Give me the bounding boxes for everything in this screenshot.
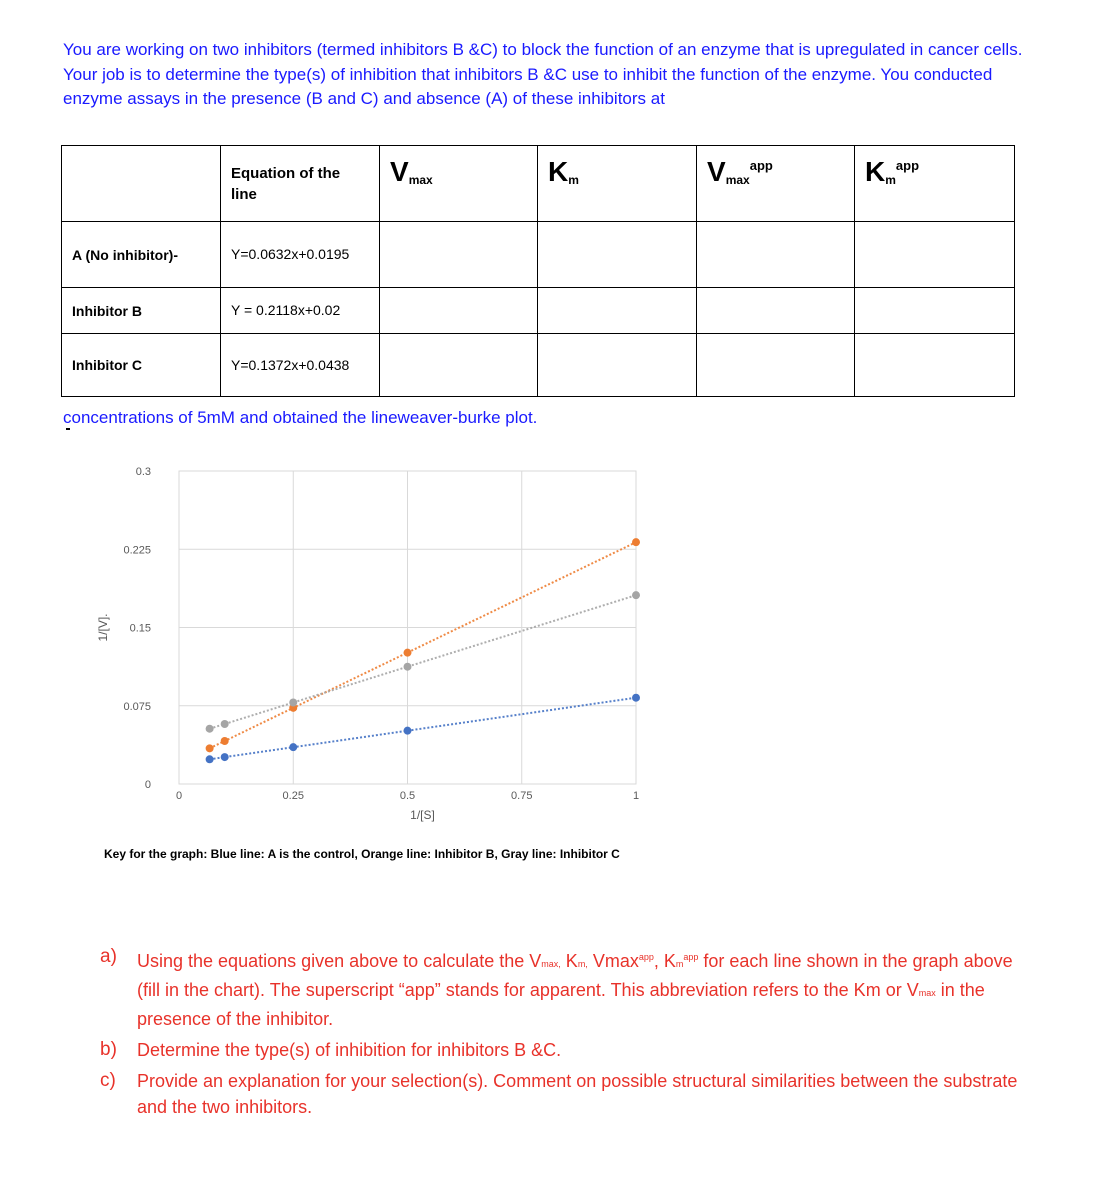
table-header-row (62, 146, 1015, 222)
data-point (221, 753, 229, 761)
question-letter: c) (100, 1070, 116, 1091)
vmax-cell[interactable] (380, 288, 538, 334)
series-line (210, 698, 636, 760)
header-equation: Equation of the line (221, 146, 380, 222)
vmax-cell[interactable] (380, 334, 538, 397)
km-app-cell[interactable] (855, 222, 1015, 288)
data-point (221, 737, 229, 745)
data-point (632, 694, 640, 702)
data-point (206, 725, 214, 733)
y-axis-label: 1/[V]. (96, 613, 110, 642)
row-equation: Y = 0.2118x+0.02 (221, 288, 380, 334)
x-tick-label: 1 (632, 790, 640, 802)
y-tick-label: 0.3 (135, 466, 151, 478)
question-text: Determine the type(s) of inhibition for inhibitors B &C. (137, 1040, 562, 1060)
question-a: a) Using the equations given above to calculate the Vmax, Km, Vmax$^{app}$, $Km^{app}$ for each line shown in the graph above (fill in the chart). The superscript “app” stands for apparent. This abbreviation refers to the Km or Vmax in the presence of the inhibitor. (100, 946, 1013, 1029)
km-app-cell[interactable] (855, 334, 1015, 397)
data-point (632, 591, 640, 599)
data-point (206, 755, 214, 763)
header-km-app: $K_m^{app}$ (855, 146, 1015, 222)
table-row (62, 288, 1015, 334)
row-equation: Y=0.1372x+0.0438 (221, 334, 380, 397)
kinetics-table (61, 145, 1015, 397)
questions-list (100, 944, 1030, 1125)
data-point (206, 744, 214, 752)
intro-continuation: concentrations of 5mM and obtained the lineweaver-burke plot. (63, 408, 538, 427)
question-b (100, 1037, 1030, 1063)
data-point (289, 743, 297, 751)
question-letter: a) (100, 946, 117, 967)
header-vmax-app: $V_{max}^{app}$ (697, 146, 855, 222)
header-km: $K_m$ (538, 146, 697, 222)
data-point (404, 663, 412, 671)
vmax-app-cell[interactable] (697, 334, 855, 397)
data-point (404, 727, 412, 735)
question-c (100, 1068, 1030, 1120)
x-axis-label: 1/[S] (410, 808, 435, 822)
vmax-app-cell[interactable] (697, 222, 855, 288)
vmax-cell[interactable] (380, 222, 538, 288)
header-vmax: $V_{max}$ (380, 146, 538, 222)
y-tick-label: 0.075 (123, 700, 151, 713)
km-cell[interactable] (538, 334, 697, 397)
row-equation: Y=0.0632x+0.0195 (221, 222, 380, 288)
intro-paragraph: You are working on two inhibitors (termed inhibitors B &C) to block the function of an enzyme that is upregulated in cancer cells. Your job is to determine the type(s) of inhibition that inhibitors B &C use to inhibit the function of the enzyme. You conducted enzyme assays in the presence (B and C) and absence (A) of these inhibitors at (63, 40, 1023, 108)
vmax-app-cell[interactable] (697, 288, 855, 334)
data-point (289, 699, 297, 707)
stray-dash (66, 428, 70, 430)
x-tick-label: 0 (175, 790, 183, 802)
lineweaver-burk-chart (95, 458, 655, 828)
x-tick-label: 0.75 (511, 790, 533, 802)
km-cell[interactable] (538, 288, 697, 334)
row-label: Inhibitor C (62, 334, 221, 397)
question-letter: b) (100, 1039, 117, 1060)
km-app-cell[interactable] (855, 288, 1015, 334)
row-label: A (No inhibitor)- (62, 222, 221, 288)
y-tick-label: 0 (144, 779, 151, 791)
km-cell[interactable] (538, 222, 697, 288)
table-row (62, 222, 1015, 288)
question-text: Provide an explanation for your selection(s). Comment on possible structural similarities between the substrate and the two inhibitors. (137, 1071, 1018, 1117)
y-tick-label: 0.15 (129, 622, 151, 635)
table-row (62, 334, 1015, 397)
series-line (210, 595, 636, 729)
series-line (210, 542, 636, 748)
x-tick-label: 0.5 (399, 790, 416, 802)
y-tick-label: 0.225 (123, 544, 151, 557)
x-tick-label: 0.25 (282, 790, 304, 802)
row-label: Inhibitor B (62, 288, 221, 334)
data-point (632, 538, 640, 546)
header-empty-cell (62, 146, 221, 222)
data-point (404, 649, 412, 657)
graph-key: Key for the graph: Blue line: A is the control, Orange line: Inhibitor B, Gray line: Inhibitor C (104, 847, 620, 861)
data-point (221, 720, 229, 728)
